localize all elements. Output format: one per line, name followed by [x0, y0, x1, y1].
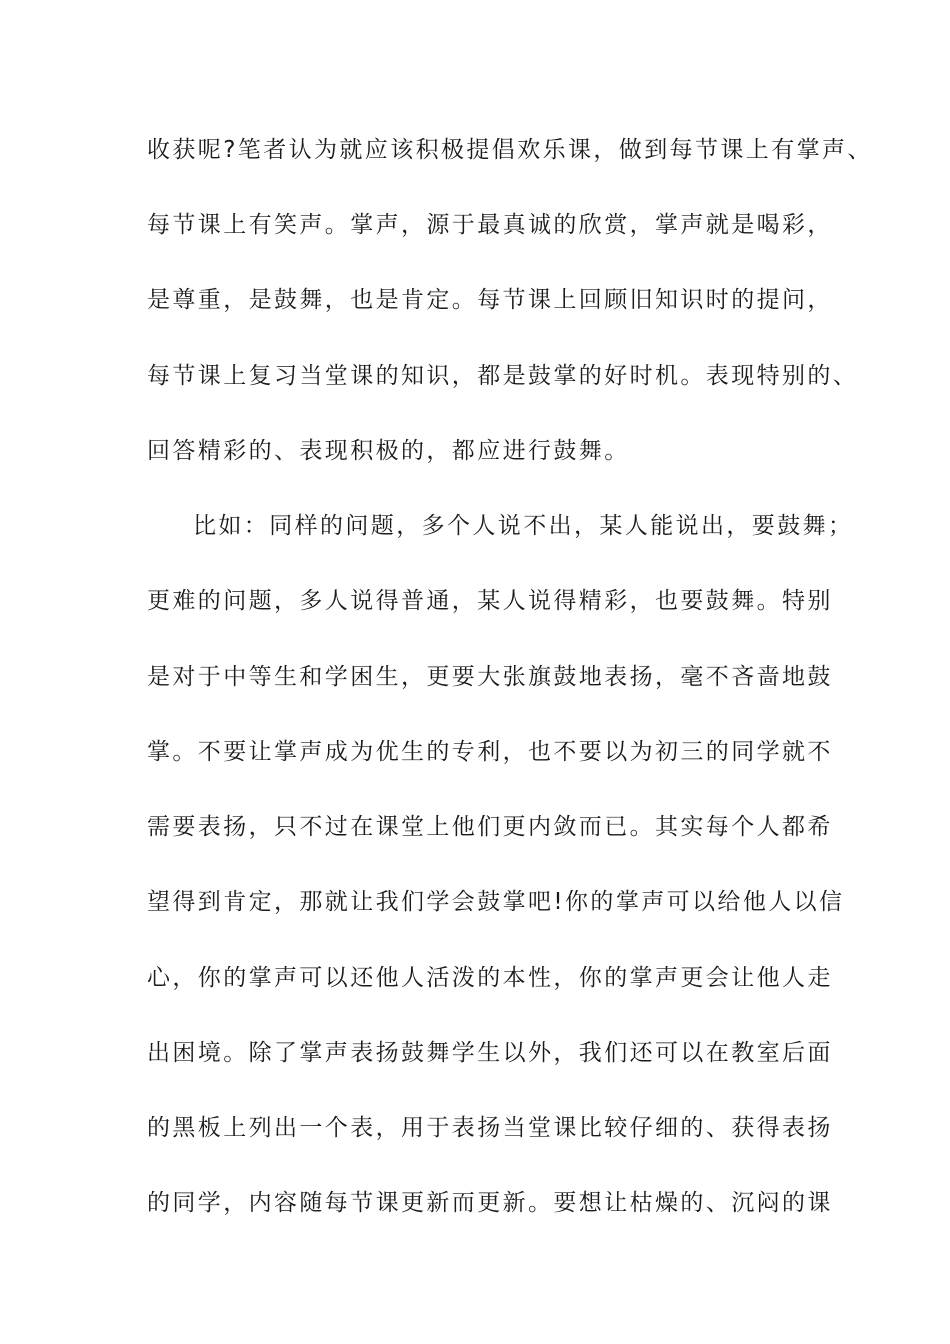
- text-line-14: 的黑板上列出一个表，用于表扬当堂课比较仔细的、获得表扬: [147, 1115, 833, 1141]
- text-line-5: 回答精彩的、表现积极的，都应进行鼓舞。: [147, 438, 630, 464]
- text-line-11: 望得到肯定，那就让我们学会鼓掌吧!你的掌声可以给他人以信: [147, 889, 845, 915]
- text-line-9: 掌。不要让掌声成为优生的专利，也不要以为初三的同学就不: [147, 739, 833, 765]
- text-line-4: 每节课上复习当堂课的知识，都是鼓掌的好时机。表现特别的、: [147, 363, 859, 389]
- text-line-13: 出困境。除了掌声表扬鼓舞学生以外，我们还可以在教室后面: [147, 1040, 833, 1066]
- text-line-10: 需要表扬，只不过在课堂上他们更内敛而已。其实每个人都希: [147, 814, 833, 840]
- text-line-6: 比如：同样的问题，多个人说不出，某人能说出，要鼓舞；: [193, 513, 854, 539]
- text-line-15: 的同学，内容随每节课更新而更新。要想让枯燥的、沉闷的课: [147, 1190, 833, 1216]
- text-line-2: 每节课上有笑声。掌声，源于最真诚的欣赏，掌声就是喝彩，: [147, 212, 833, 238]
- text-line-7: 更难的问题，多人说得普通，某人说得精彩，也要鼓舞。特别: [147, 588, 833, 614]
- text-line-1: 收获呢?笔者认为就应该积极提倡欢乐课，做到每节课上有掌声、: [147, 137, 873, 163]
- text-line-12: 心，你的掌声可以还他人活泼的本性，你的掌声更会让他人走: [147, 965, 833, 991]
- text-line-3: 是尊重，是鼓舞，也是肯定。每节课上回顾旧知识时的提问，: [147, 287, 833, 313]
- text-line-8: 是对于中等生和学困生，更要大张旗鼓地表扬，毫不吝啬地鼓: [147, 664, 833, 690]
